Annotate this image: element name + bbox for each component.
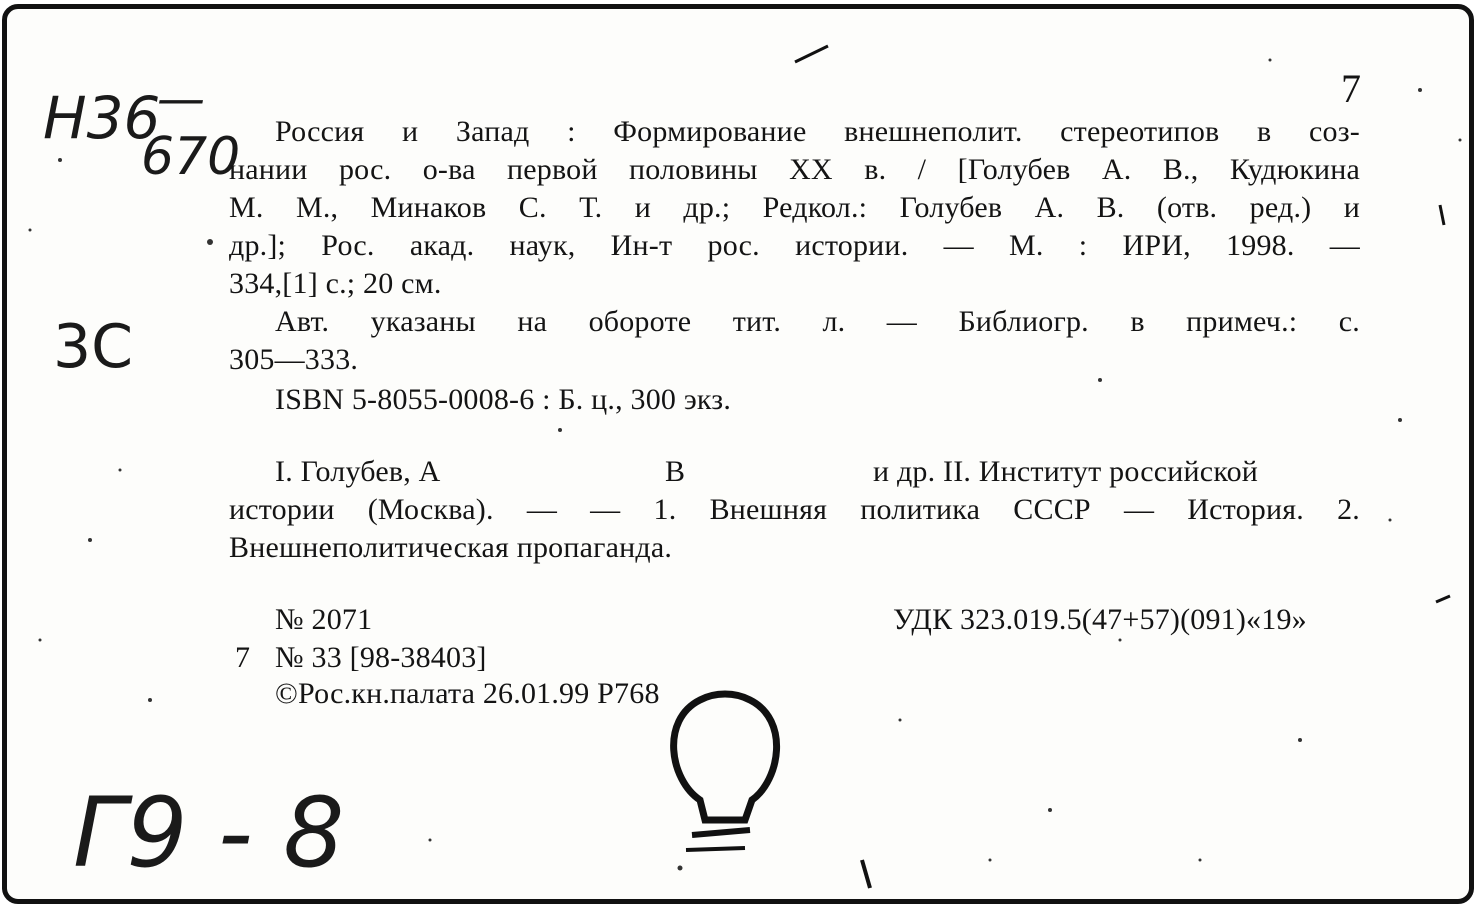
tracing-line-1-c: и др. II. Институт российской	[873, 455, 1259, 488]
registration-number: № 33 [98-38403]	[275, 641, 487, 674]
catalog-card	[2, 4, 1474, 904]
record-number: № 2071	[275, 603, 373, 636]
udk-code: УДК 323.019.5(47+57)(091)«19»	[893, 603, 1307, 636]
description-line-4: др.]; Рос. акад. наук, Ин-т рос. истории. — М. : ИРИ, 1998. —	[229, 229, 1360, 262]
handwritten-mark-3c: 3С	[53, 312, 134, 382]
handwritten-dash: —	[157, 71, 205, 127]
handwritten-call-number-bottom: 670	[141, 127, 241, 187]
tracing-line-3: Внешнеполитическая пропаганда.	[229, 531, 673, 564]
tracing-line-2: истории (Москва). — — 1. Внешняя политика СССР — История. 2.	[229, 493, 1360, 526]
handwritten-call-number-top: Н36	[43, 84, 161, 152]
notes-line-1: Авт. указаны на обороте тит. л. — Библиогр. в примеч.: с.	[275, 305, 1360, 338]
book-chamber-stamp: ©Рос.кн.палата 26.01.99 Р768	[275, 677, 660, 710]
tracing-line-1-a: I. Голубев, А	[275, 455, 441, 488]
description-line-5: 334,[1] с.; 20 см.	[229, 267, 442, 300]
description-line-3: М. М., Минаков С. Т. и др.; Редкол.: Голубев А. В. (отв. ред.) и	[229, 191, 1360, 224]
notes-line-2: 305—333.	[229, 343, 359, 376]
description-line-2: нании рос. о-ва первой половины XX в. / [Голубев А. В., Кудюкина	[229, 153, 1360, 186]
isbn-line: ISBN 5-8055-0008-6 : Б. ц., 300 экз.	[275, 383, 732, 416]
tracing-line-1-b: В	[665, 455, 686, 488]
prefix-seven: 7	[235, 641, 251, 674]
description-line-1: Россия и Запад : Формирование внешнеполит. стереотипов в соз-	[275, 115, 1360, 148]
page-number: 7	[1341, 66, 1361, 111]
handwritten-bottom-code: Г9 - 8	[73, 777, 345, 889]
